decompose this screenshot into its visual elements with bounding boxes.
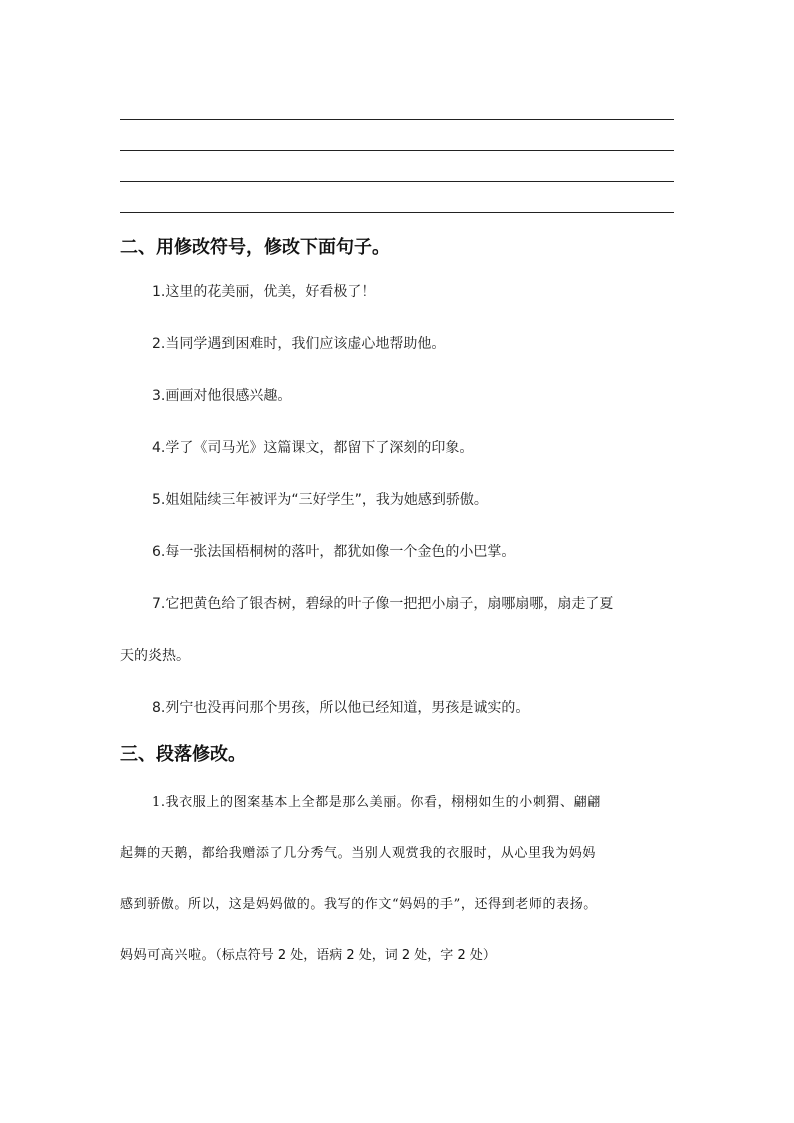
paragraph-line: 妈妈可高兴啦。 xyxy=(120,948,216,963)
revision-count-note: （标点符号 2 处，语病 2 处，词 2 处，字 2 处） xyxy=(215,948,496,963)
sentence-item: 3.画画对他很感兴趣。 xyxy=(152,388,292,404)
sentence-item: 2.当同学遇到困难时，我们应该虚心地帮助他。 xyxy=(152,336,446,352)
sentence-item: 4.学了《司马光》这篇课文，都留下了深刻的印象。 xyxy=(152,440,474,456)
sentence-item: 5.姐姐陆续三年被评为“三好学生”，我为她感到骄傲。 xyxy=(152,492,488,508)
answer-line xyxy=(120,119,674,120)
paragraph-line: 感到骄傲。所以，这是妈妈做的。我写的作文“妈妈的手”，还得到老师的表扬。 xyxy=(120,897,597,912)
paragraph-last-line xyxy=(120,944,680,963)
answer-line xyxy=(120,212,674,213)
answer-line xyxy=(120,181,674,182)
sentence-item: 8.列宁也没再问那个男孩，所以他已经知道，男孩是诚实的。 xyxy=(152,700,530,716)
section-heading-revise-sentences: 二、用修改符号，修改下面句子。 xyxy=(120,237,390,258)
sentence-item: 1.这里的花美丽，优美，好看极了！ xyxy=(152,284,376,300)
section-heading-revise-paragraph: 三、段落修改。 xyxy=(120,744,246,765)
paragraph-line: 1.我衣服上的图案基本上全都是那么美丽。你看，栩栩如生的小刺猬、翩翩 xyxy=(152,795,601,810)
paragraph-line: 起舞的天鹅，都给我赠添了几分秀气。当别人观赏我的衣服时，从心里我为妈妈 xyxy=(120,846,597,861)
sentence-item: 6.每一张法国梧桐树的落叶，都犹如像一个金色的小巴掌。 xyxy=(152,544,516,560)
sentence-item-continuation: 天的炎热。 xyxy=(120,648,190,664)
sentence-item: 7.它把黄色给了银杏树，碧绿的叶子像一把把小扇子，扇哪扇哪，扇走了夏 xyxy=(152,596,614,612)
answer-line xyxy=(120,150,674,151)
